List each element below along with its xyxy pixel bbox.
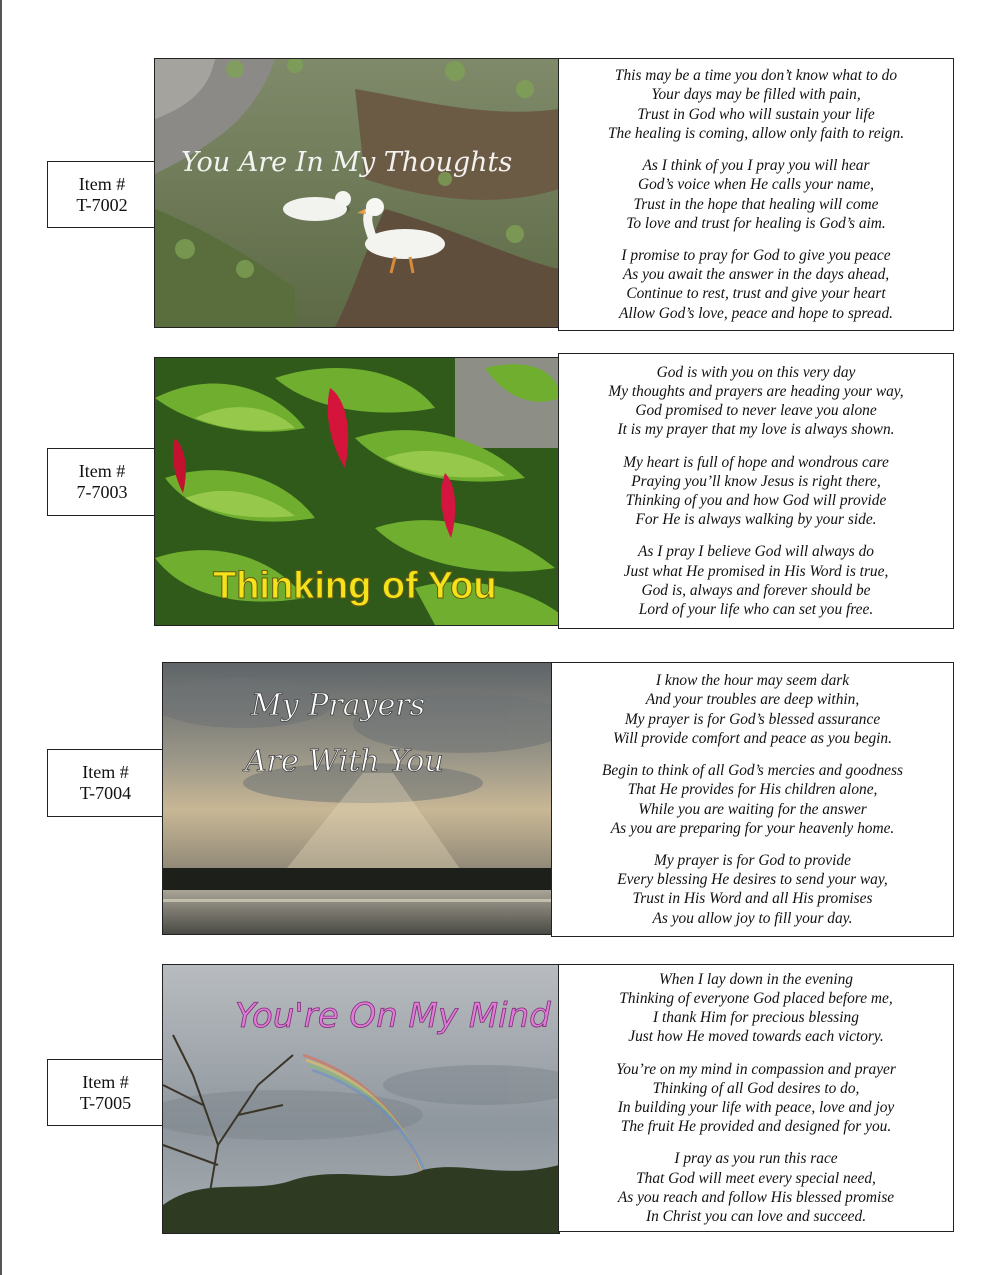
card-title: Thinking of You [213,565,497,607]
poem-box [558,58,954,331]
poem-line: The fruit He provided and designed for you. [620,1118,892,1136]
poem-line: God’s voice when He calls your name, [637,176,875,194]
poem-stanza [559,363,953,440]
item-label: Item # [82,762,129,782]
card-title-line2: Are With You [245,744,444,779]
poem-box [558,964,954,1232]
poem-stanza [559,246,953,323]
poem-line: As I pray I believe God will always do [638,543,874,561]
poem-line: In building your life with peace, love and joy [617,1099,895,1116]
poem-line: Trust in His Word and all His promises [632,890,873,908]
card-title-line1: My Prayers [251,688,426,723]
poem-line: I thank Him for precious blessing [653,1009,859,1027]
poem-stanza [559,156,953,233]
poem-line: My thoughts and prayers are heading your way, [608,382,904,400]
poem-line: Begin to think of all God’s mercies and goodness [602,762,903,780]
poem-line: Every blessing He desires to send your way, [617,871,888,889]
poem-line: While you are waiting for the answer [638,800,867,818]
poem-line: Thinking of all God desires to do, [652,1079,860,1097]
poem-line: Trust in God who will sustain your life [637,105,875,123]
poem-line: Thinking of everyone God placed before me, [619,989,893,1007]
card-photo-rainbow [162,964,560,1234]
poem-line: Continue to rest, trust and give your heart [626,285,886,303]
poem-line: You’re on my mind in compassion and prayer [616,1060,896,1078]
poem-line: Lord of your life who can set you free. [638,601,874,619]
poem-line: God is with you on this very day [656,363,856,381]
poem-line: As you are preparing for your heavenly home. [610,819,895,837]
poem-box [551,662,954,937]
item-number: T-7004 [79,783,132,803]
item-label-box [47,749,164,817]
card-photo-ducks [154,58,560,328]
poem-line: As you reach and follow His blessed promise [617,1188,895,1206]
card-title: You Are In My Thoughts [181,147,513,178]
poem-line: Your days may be filled with pain, [651,86,861,104]
poem-box [558,353,954,629]
poem-stanza [559,453,953,530]
item-number: T-7002 [76,194,128,215]
poem-line: Praying you’ll know Jesus is right there, [631,472,881,490]
card-photo-ginger-flowers [154,357,560,626]
item-label-box [47,1059,164,1126]
poem-line: My heart is full of hope and wondrous care [623,453,889,471]
poem-line: As I think of you I pray you will hear [642,157,870,175]
item-label: Item # [78,173,126,194]
poem-line: Just how He moved towards each victory. [628,1028,884,1046]
poem-line: This may be a time you don’t know what to do [614,67,898,85]
poem-line: God is, always and forever should be [641,581,871,599]
poem-line: God promised to never leave you alone [635,402,877,420]
poem-line: Allow God’s love, peace and hope to spread. [619,304,893,322]
poem-line: My prayer is for God to provide [654,851,851,869]
item-number: T-7005 [79,1092,132,1113]
poem-line: As you await the answer in the days ahead, [622,266,890,284]
poem-line: The healing is coming, allow only faith to reign. [607,124,905,142]
item-label: Item # [82,1071,129,1092]
item-label: Item # [78,461,126,481]
poem-stanza [559,1149,953,1226]
poem-line: Just what He promised in His Word is true, [623,562,889,580]
poem-line: As you allow joy to fill your day. [652,909,853,927]
item-label-box [47,448,157,516]
item-label-box [47,161,157,228]
poem-stanza [559,1060,953,1137]
poem-line: I promise to pray for God to give you peace [621,246,891,264]
card-title: You're On My Mind [235,996,551,1036]
poem-line: In Christ you can love and succeed. [645,1208,867,1226]
tree-line [163,868,552,890]
poem-stanza [552,851,953,928]
poem-line: My prayer is for God’s blessed assurance [624,710,881,728]
poem-line: I know the hour may seem dark [655,672,850,690]
poem-stanza [552,761,953,838]
poem-stanza [559,542,953,619]
page-left-border [0,0,2,1275]
poem-line: When I lay down in the evening [658,970,854,988]
item-number: 7-7003 [76,482,128,502]
poem-line: Will provide comfort and peace as you begin. [613,729,892,747]
poem-line: Trust in the hope that healing will come [633,195,879,213]
poem-line: That He provides for His children alone, [627,781,878,799]
poem-line: That God will meet every special need, [636,1169,876,1187]
poem-line: For He is always walking by your side. [635,511,877,529]
poem-line: Thinking of you and how God will provide [625,492,887,509]
poem-line: It is my prayer that my love is always shown. [617,421,895,439]
poem-line: To love and trust for healing is God’s aim. [626,214,886,232]
poem-stanza [559,66,953,143]
card-photo-lake-sunset [162,662,553,935]
poem-stanza [552,671,953,748]
poem-line: I pray as you run this race [674,1150,838,1168]
poem-stanza [559,970,953,1047]
poem-line: And your troubles are deep within, [645,691,860,709]
